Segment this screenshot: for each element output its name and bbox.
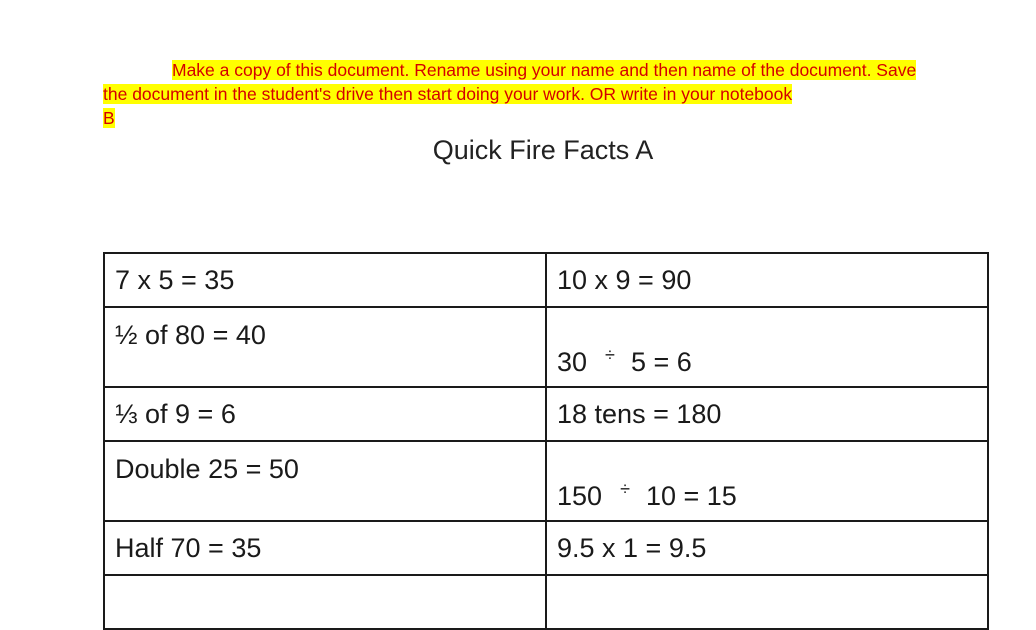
table-cell: Half 70 = 35	[104, 521, 546, 575]
table-cell: ⅓ of 9 = 6	[104, 387, 546, 441]
division-dividend: 150	[557, 481, 603, 511]
table-row	[104, 307, 988, 387]
table-cell: Double 25 = 50	[104, 441, 546, 521]
table-cell: 10 x 9 = 90	[546, 253, 988, 307]
table-row	[104, 253, 988, 307]
facts-table	[103, 252, 989, 630]
instructions-line-2-text: the document in the student's drive then start doing your work. OR write in your notebook	[103, 84, 793, 104]
table-cell	[546, 441, 988, 521]
table-row	[104, 441, 988, 521]
division-result: 5 = 6	[630, 347, 692, 377]
table-row	[104, 521, 988, 575]
table-row	[104, 575, 988, 629]
instructions-line-1	[103, 58, 983, 82]
table-cell: 7 x 5 = 35	[104, 253, 546, 307]
instructions-line-3	[103, 106, 983, 130]
division-result: 10 = 15	[645, 481, 737, 511]
table-cell	[104, 575, 546, 629]
division-sign: ÷	[620, 479, 630, 499]
instructions-line-2	[103, 82, 983, 106]
table-cell: 9.5 x 1 = 9.5	[546, 521, 988, 575]
table-cell	[546, 575, 988, 629]
table-cell	[546, 307, 988, 387]
page-title: Quick Fire Facts A	[432, 135, 654, 165]
division-dividend: 30	[557, 347, 588, 377]
division-sign: ÷	[605, 345, 615, 365]
instructions-line-1-text: Make a copy of this document. Rename using your name and then name of the document. Save	[172, 60, 917, 80]
table-row	[104, 387, 988, 441]
table-cell: 18 tens = 180	[546, 387, 988, 441]
instructions-line-3-text: B	[103, 108, 115, 128]
table-cell: ½ of 80 = 40	[104, 307, 546, 387]
instructions-block	[103, 58, 983, 130]
